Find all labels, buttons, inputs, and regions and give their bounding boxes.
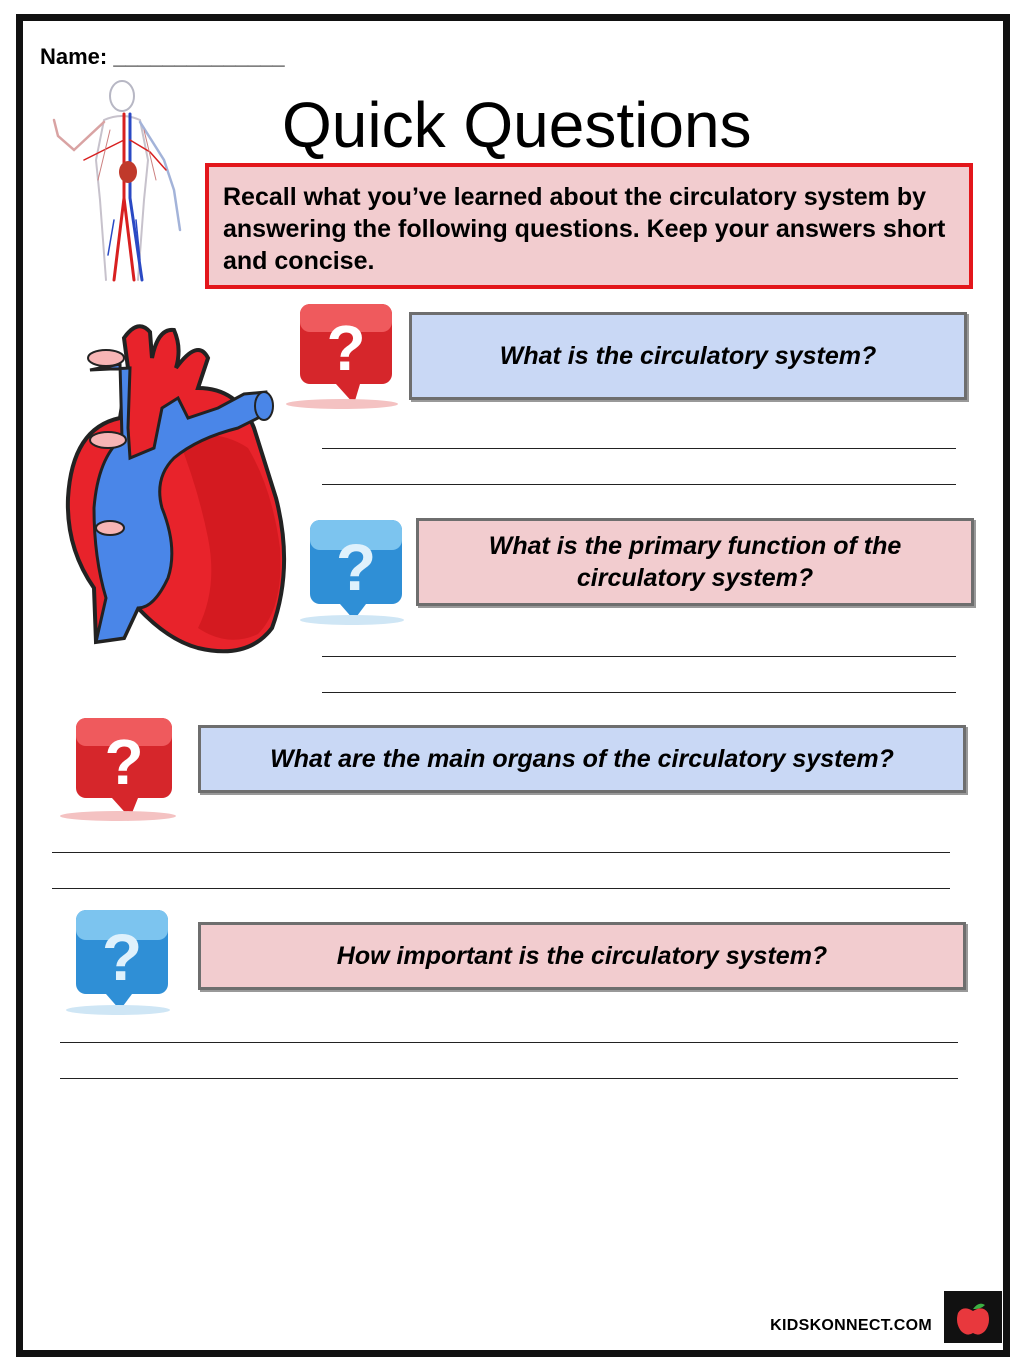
question-3-box: What are the main organs of the circulatory system? [198, 725, 966, 793]
heart-illustration [58, 308, 304, 660]
answer-line[interactable] [52, 852, 950, 853]
logo-badge [944, 1291, 1002, 1343]
answer-line[interactable] [322, 656, 956, 657]
circulatory-body-illustration [44, 80, 190, 290]
answer-line[interactable] [322, 484, 956, 485]
answer-line[interactable] [60, 1078, 958, 1079]
answer-line[interactable] [322, 448, 956, 449]
svg-text:?: ? [104, 726, 144, 798]
answer-line[interactable] [322, 692, 956, 693]
svg-text:?: ? [101, 920, 143, 994]
svg-text:?: ? [335, 530, 377, 604]
blue-question-mark-bubble-icon [296, 516, 410, 628]
question-2-box: What is the primary function of the circulatory system? [416, 518, 974, 606]
question-4-box: How important is the circulatory system? [198, 922, 966, 990]
name-field-label: Name: ______________ [40, 44, 285, 69]
blue-question-mark-bubble-icon [62, 906, 176, 1018]
svg-text:?: ? [326, 312, 366, 384]
page-title: Quick Questions [282, 89, 752, 161]
footer-site-name: KIDSKONNECT.COM [770, 1317, 932, 1334]
instructions-box: Recall what you’ve learned about the circulatory system by answering the following questions. Keep your answers short and concise. [205, 163, 973, 289]
answer-line[interactable] [52, 888, 950, 889]
red-question-mark-bubble-icon [54, 714, 178, 824]
apple-logo-icon [953, 1297, 993, 1337]
question-1-box: What is the circulatory system? [409, 312, 967, 400]
red-question-mark-bubble-icon [276, 300, 398, 412]
answer-line[interactable] [60, 1042, 958, 1043]
